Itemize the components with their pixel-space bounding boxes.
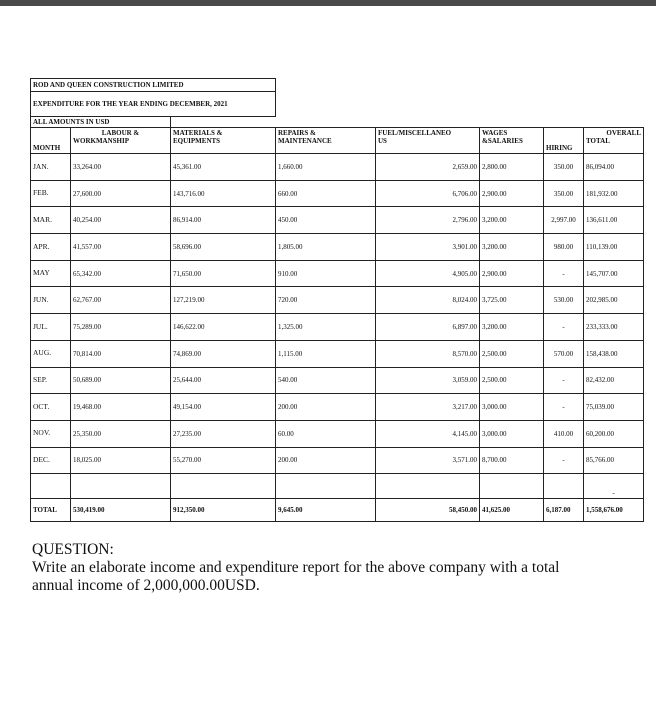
blank-cell: [71, 474, 171, 499]
top-border-bar: [0, 0, 656, 6]
hiring-cell: 350.00: [544, 180, 584, 207]
hiring-cell: 2,997.00: [544, 207, 584, 234]
hiring-cell: 410.00: [544, 420, 584, 447]
fuel-cell: 6,706.00: [376, 180, 480, 207]
labour-cell: 75,289.00: [71, 314, 171, 341]
total-cell: 60,200.00: [584, 420, 644, 447]
materials-cell: 49,154.00: [171, 394, 276, 421]
table-row: [31, 447, 644, 474]
month-cell: MAR.: [31, 207, 71, 234]
total-labour-cell: 530,419.00: [71, 499, 171, 522]
month-cell: DEC.: [31, 447, 71, 474]
fuel-cell: 2,659.00: [376, 154, 480, 181]
wages-cell: 2,900.00: [480, 260, 544, 287]
month-cell: JAN.: [31, 154, 71, 181]
expenditure-table: [30, 78, 644, 522]
total-cell: 86,094.00: [584, 154, 644, 181]
total-materials-cell: 912,350.00: [171, 499, 276, 522]
total-fuel-cell: 58,450.00: [376, 499, 480, 522]
total-repairs-cell: 9,645.00: [276, 499, 376, 522]
labour-cell: 19,468.00: [71, 394, 171, 421]
labour-cell: 33,264.00: [71, 154, 171, 181]
header-wages: WAGES &SALARIES: [480, 128, 544, 154]
total-label: TOTAL: [31, 499, 71, 522]
blank-cell: [171, 474, 276, 499]
table-row: [31, 394, 644, 421]
repairs-cell: 200.00: [276, 394, 376, 421]
total-total-cell: 1,558,676.00: [584, 499, 644, 522]
hiring-cell: -: [544, 367, 584, 394]
blank-cell: [31, 474, 71, 499]
wages-cell: 8,700.00: [480, 447, 544, 474]
labour-cell: 25,350.00: [71, 420, 171, 447]
fuel-cell: 3,059.00: [376, 367, 480, 394]
repairs-cell: 1,805.00: [276, 234, 376, 261]
table-row: [31, 207, 644, 234]
wages-cell: 3,000.00: [480, 420, 544, 447]
labour-cell: 50,689.00: [71, 367, 171, 394]
total-cell: 136,611.00: [584, 207, 644, 234]
repairs-cell: 720.00: [276, 287, 376, 314]
materials-cell: 86,914.00: [171, 207, 276, 234]
labour-cell: 40,254.00: [71, 207, 171, 234]
hiring-cell: -: [544, 394, 584, 421]
labour-cell: 70,814.00: [71, 340, 171, 367]
header-month: MONTH: [31, 128, 71, 154]
totals-row: [31, 499, 644, 522]
table-row: [31, 234, 644, 261]
materials-cell: 146,622.00: [171, 314, 276, 341]
blank-cell: [544, 474, 584, 499]
wages-cell: 3,000.00: [480, 394, 544, 421]
header-overall: OVERALL TOTAL: [584, 128, 644, 154]
report-title: EXPENDITURE FOR THE YEAR ENDING DECEMBER, 2021: [31, 92, 276, 117]
fuel-cell: 6,897.00: [376, 314, 480, 341]
question-block: [32, 541, 632, 595]
total-cell: 202,985.00: [584, 287, 644, 314]
total-cell: 110,139.00: [584, 234, 644, 261]
total-cell: 145,707.00: [584, 260, 644, 287]
wages-cell: 3,725.00: [480, 287, 544, 314]
table-row: [31, 154, 644, 181]
repairs-cell: 910.00: [276, 260, 376, 287]
blank-row: [31, 474, 644, 499]
repairs-cell: 200.00: [276, 447, 376, 474]
blank-row-mark: -: [584, 474, 644, 499]
question-text-line2: annual income of 2,000,000.00USD.: [32, 577, 260, 594]
header-hiring: HIRING: [544, 128, 584, 154]
labour-cell: 62,767.00: [71, 287, 171, 314]
table-row: [31, 314, 644, 341]
fuel-cell: 8,570.00: [376, 340, 480, 367]
repairs-cell: 450.00: [276, 207, 376, 234]
header-materials: MATERIALS & EQUIPMENTS: [171, 128, 276, 154]
materials-cell: 127,219.00: [171, 287, 276, 314]
blank-cell: [276, 474, 376, 499]
fuel-cell: 4,145.00: [376, 420, 480, 447]
hiring-cell: 530.00: [544, 287, 584, 314]
table-row: [31, 420, 644, 447]
materials-cell: 74,869.00: [171, 340, 276, 367]
wages-cell: 2,500.00: [480, 367, 544, 394]
wages-cell: 2,500.00: [480, 340, 544, 367]
hiring-cell: 980.00: [544, 234, 584, 261]
repairs-cell: 60.00: [276, 420, 376, 447]
month-cell: OCT.: [31, 394, 71, 421]
hiring-cell: -: [544, 447, 584, 474]
fuel-cell: 2,796.00: [376, 207, 480, 234]
materials-cell: 25,644.00: [171, 367, 276, 394]
fuel-cell: 4,905.00: [376, 260, 480, 287]
total-cell: 75,039.00: [584, 394, 644, 421]
month-cell: FEB.: [31, 180, 71, 207]
total-hiring-cell: 6,187.00: [544, 499, 584, 522]
repairs-cell: 1,325.00: [276, 314, 376, 341]
total-cell: 82,432.00: [584, 367, 644, 394]
hiring-cell: -: [544, 260, 584, 287]
materials-cell: 27,235.00: [171, 420, 276, 447]
blank-cell: [376, 474, 480, 499]
labour-cell: 65,342.00: [71, 260, 171, 287]
table-row: [31, 367, 644, 394]
wages-cell: 3,200.00: [480, 314, 544, 341]
column-header-row: [31, 128, 644, 154]
materials-cell: 143,716.00: [171, 180, 276, 207]
header-labour: LABOUR & WORKMANSHIP: [71, 128, 171, 154]
materials-cell: 58,696.00: [171, 234, 276, 261]
month-cell: MAY: [31, 260, 71, 287]
table-row: [31, 180, 644, 207]
fuel-cell: 3,901.00: [376, 234, 480, 261]
hiring-cell: 350.00: [544, 154, 584, 181]
table-row: [31, 287, 644, 314]
header-fuel: FUEL/MISCELLANEO US: [376, 128, 480, 154]
total-cell: 158,438.00: [584, 340, 644, 367]
blank-cell: [480, 474, 544, 499]
repairs-cell: 660.00: [276, 180, 376, 207]
amounts-note: ALL AMOUNTS IN USD: [31, 117, 171, 128]
wages-cell: 3,200.00: [480, 207, 544, 234]
wages-cell: 3,200.00: [480, 234, 544, 261]
materials-cell: 55,270.00: [171, 447, 276, 474]
labour-cell: 41,557.00: [71, 234, 171, 261]
materials-cell: 45,361.00: [171, 154, 276, 181]
labour-cell: 18,025.00: [71, 447, 171, 474]
repairs-cell: 1,115.00: [276, 340, 376, 367]
total-cell: 85,766.00: [584, 447, 644, 474]
fuel-cell: 8,024.00: [376, 287, 480, 314]
wages-cell: 2,900.00: [480, 180, 544, 207]
repairs-cell: 540.00: [276, 367, 376, 394]
question-heading: QUESTION:: [32, 541, 114, 558]
month-cell: AUG.: [31, 340, 71, 367]
labour-cell: 27,600.00: [71, 180, 171, 207]
month-cell: NOV.: [31, 420, 71, 447]
total-wages-cell: 41,625.00: [480, 499, 544, 522]
wages-cell: 2,800.00: [480, 154, 544, 181]
table-row: [31, 340, 644, 367]
hiring-cell: 570.00: [544, 340, 584, 367]
month-cell: JUL.: [31, 314, 71, 341]
repairs-cell: 1,660.00: [276, 154, 376, 181]
table-row: [31, 260, 644, 287]
company-name: ROD AND QUEEN CONSTRUCTION LIMITED: [31, 79, 276, 92]
month-cell: APR.: [31, 234, 71, 261]
month-cell: SEP.: [31, 367, 71, 394]
month-cell: JUN.: [31, 287, 71, 314]
fuel-cell: 3,217.00: [376, 394, 480, 421]
total-cell: 233,333.00: [584, 314, 644, 341]
header-repairs: REPAIRS & MAINTENANCE: [276, 128, 376, 154]
question-text-line1: Write an elaborate income and expenditure report for the above company with a total: [32, 559, 560, 576]
materials-cell: 71,650.00: [171, 260, 276, 287]
hiring-cell: -: [544, 314, 584, 341]
total-cell: 181,932.00: [584, 180, 644, 207]
fuel-cell: 3,571.00: [376, 447, 480, 474]
